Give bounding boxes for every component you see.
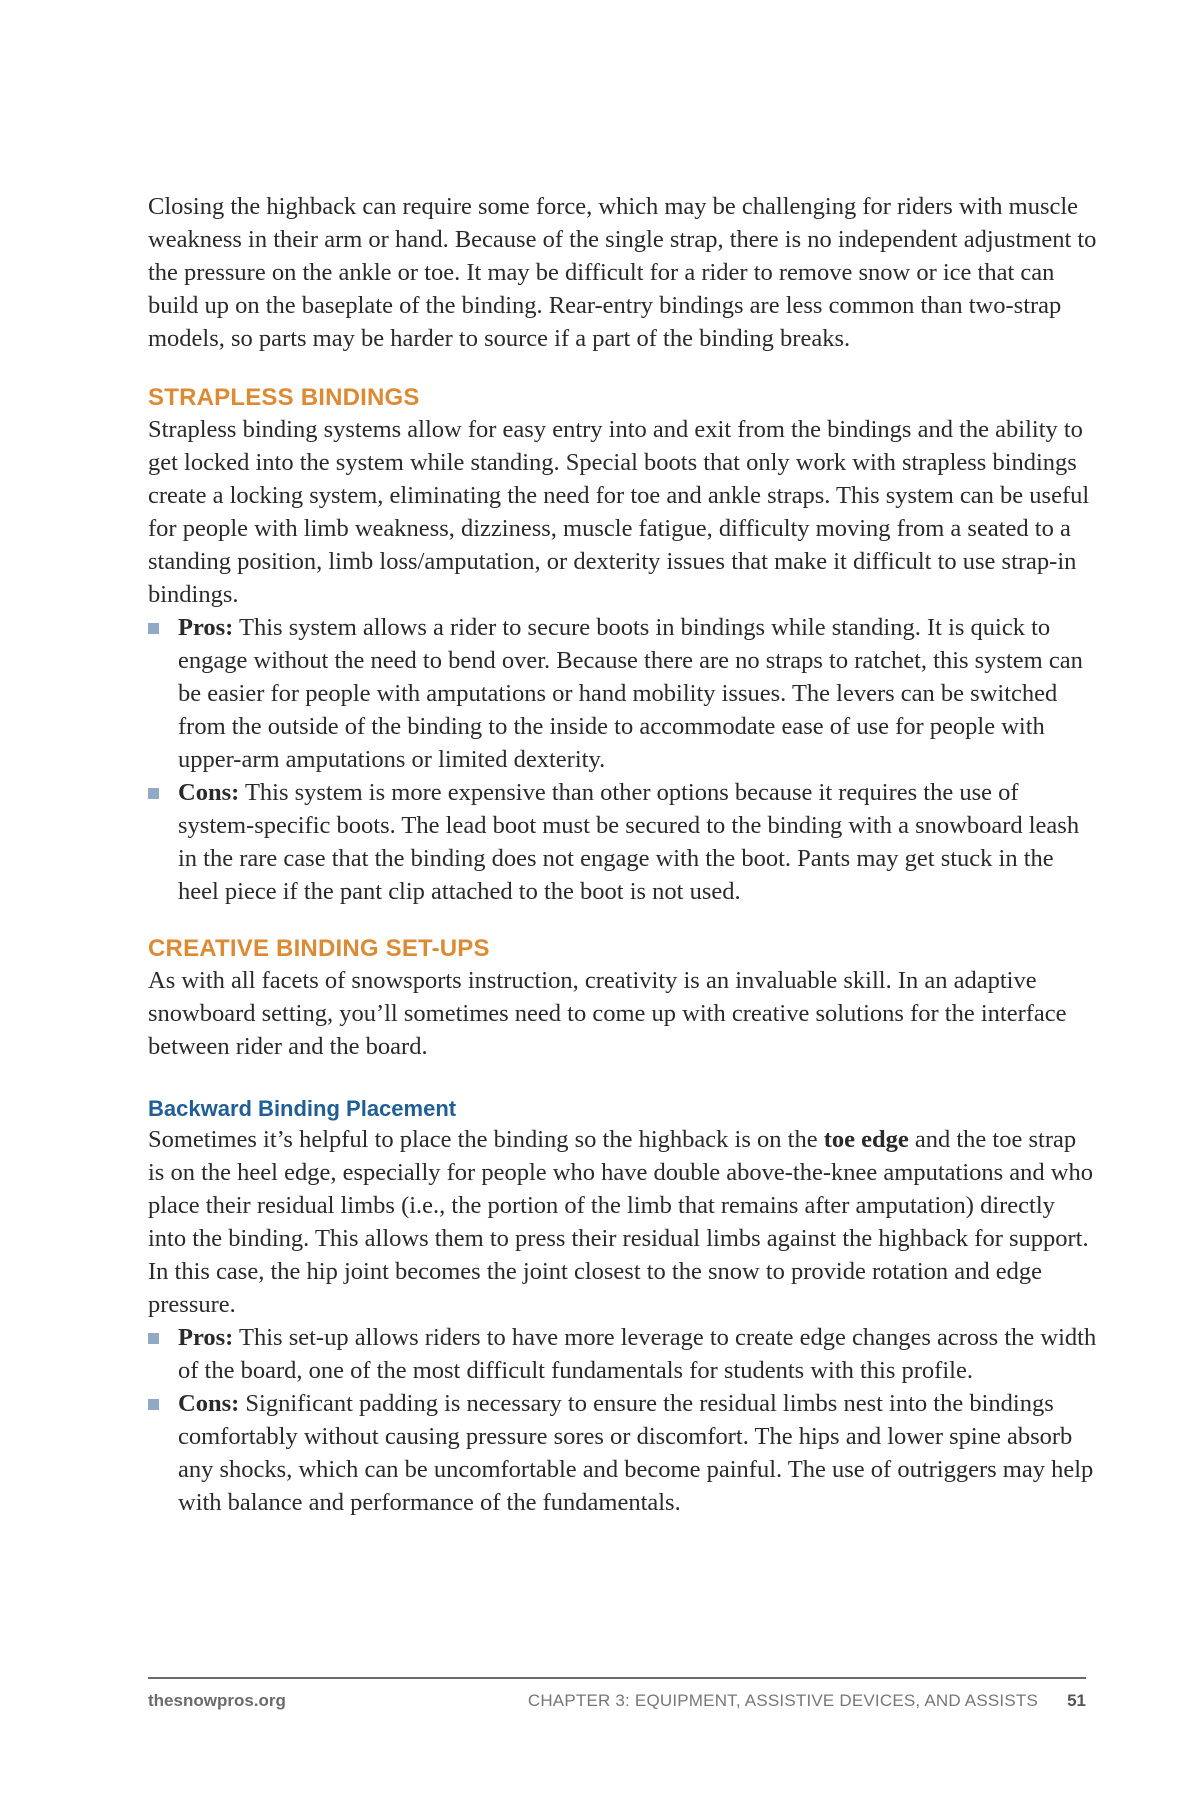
backward-binding-heading: Backward Binding Placement (148, 1096, 457, 1121)
cons-text: This system is more expensive than other options because it requires the use of system-specific boots. The lead boot must be secured to the binding with a snowboard leash in the rare case that the binding does not engage with the boot. Pants may get stuck in the heel piece if the pant clip attached to the boot is not used. (178, 779, 1080, 905)
square-bullet-icon (148, 788, 159, 799)
footer-chapter-title: CHAPTER 3: EQUIPMENT, ASSISTIVE DEVICES, AND ASSISTS (527, 1691, 1038, 1710)
square-bullet-icon (148, 1333, 159, 1344)
backward-paragraph-start: Sometimes it’s helpful to place the binding so the highback is on the (148, 1126, 824, 1153)
pros-label: Pros: (178, 1324, 234, 1351)
intro-paragraph: Closing the highback can require some force, which may be challenging for riders with muscle weakness in their arm or hand. Because of the single strap, there is no independent adjustment to the pressure on the ankle or toe. It may be difficult for a rider to remove snow or ice that can build up on the baseplate of the binding. Rear-entry bindings are less common than two-strap models, so parts may be harder to source if a part of the binding breaks. (148, 193, 1097, 352)
strapless-pros-cons-list (148, 611, 1098, 908)
creative-binding-heading: CREATIVE BINDING SET-UPS (148, 935, 490, 962)
footer-site-link[interactable]: thesnowpros.org (148, 1691, 286, 1710)
square-bullet-icon (148, 623, 159, 634)
page-content (148, 190, 1098, 1519)
list-item (148, 1387, 1098, 1519)
pros-text: This system allows a rider to secure boots in bindings while standing. It is quick to engage without the need to bend over. Because there are no straps to ratchet, this system can be easier for people with amputations or hand mobility issues. The levers can be switched from the outside of the binding to the inside to accommodate ease of use for people with upper-arm amputations or limited dexterity. (178, 614, 1083, 773)
creative-paragraph: As with all facets of snowsports instruction, creativity is an invaluable skill. In an adaptive snowboard setting, you’ll sometimes need to come up with creative solutions for the interface between rider and the board. (148, 967, 1067, 1060)
toe-edge-bold: toe edge (823, 1126, 909, 1153)
pros-label: Pros: (178, 614, 234, 641)
page-footer (148, 1677, 1086, 1719)
strapless-paragraph: Strapless binding systems allow for easy entry into and exit from the bindings and the ability to get locked into the system while standing. Special boots that only work with strapless bindings create a locking system, eliminating the need for toe and ankle straps. This system can be useful for people with limb weakness, dizziness, muscle fatigue, difficulty moving from a seated to a standing position, limb loss/amputation, or dexterity issues that make it difficult to use strap-in bindings. (148, 416, 1090, 608)
page-number: 51 (1067, 1691, 1086, 1710)
cons-label: Cons: (178, 1390, 240, 1417)
backward-paragraph-end: and the toe strap is on the heel edge, especially for people who have double above-the-knee amputations and who place their residual limbs (i.e., the portion of the limb that remains after amputation) directly into the binding. This allows them to press their residual limbs against the highback for support. In this case, the hip joint becomes the joint closest to the snow to provide rotation and edge pressure. (148, 1126, 1093, 1318)
pros-text: This set-up allows riders to have more leverage to create edge changes across the width of the board, one of the most difficult fundamentals for students with this profile. (178, 1324, 1097, 1384)
backward-paragraph (148, 1123, 1098, 1321)
backward-pros-cons-list (148, 1321, 1098, 1519)
square-bullet-icon (148, 1399, 159, 1410)
list-item (148, 1321, 1098, 1387)
strapless-bindings-heading: STRAPLESS BINDINGS (148, 384, 420, 411)
list-item (148, 776, 1098, 908)
list-item (148, 611, 1098, 776)
cons-text: Significant padding is necessary to ensure the residual limbs nest into the bindings comfortably without causing pressure sores or discomfort. The hips and lower spine absorb any shocks, which can be uncomfortable and become painful. The use of outriggers may help with balance and performance of the fundamentals. (178, 1390, 1094, 1516)
cons-label: Cons: (178, 779, 240, 806)
